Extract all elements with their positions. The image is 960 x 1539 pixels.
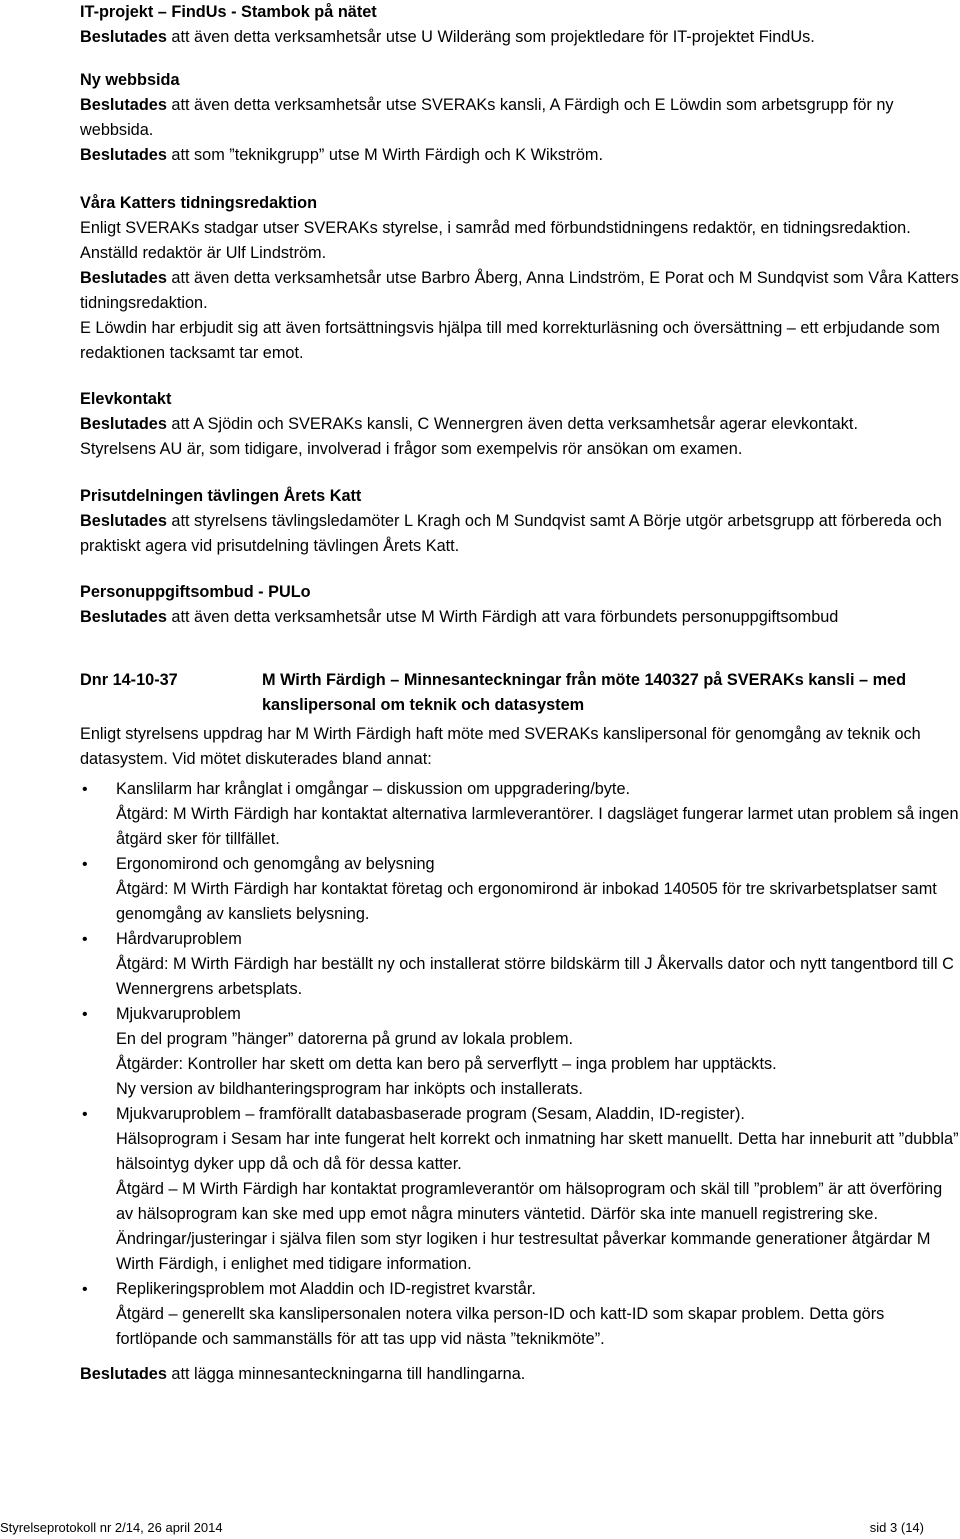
- decision-paragraph: Beslutades att även detta verksamhetsår utse U Wilderäng som projektledare för IT-projektet FindUs.: [80, 28, 815, 46]
- list-item-title: Kanslilarm har krånglat i omgångar – diskussion om uppgradering/byte.: [116, 780, 631, 798]
- bullet-icon: •: [82, 1281, 88, 1298]
- final-decision: Beslutades att lägga minnesanteckningarna till handlingarna.: [80, 1365, 526, 1383]
- list-item-text: Ny version av bildhanteringsprogram har inköpts och installerats.: [116, 1080, 583, 1098]
- bullet-icon: •: [82, 781, 88, 798]
- list-item: [80, 852, 960, 927]
- decision-paragraph: Beslutades att även detta verksamhetsår utse Barbro Åberg, Anna Lindström, E Porat och M Sundqvist som Våra Katters tidningsredaktion.: [80, 269, 959, 312]
- section-title: IT-projekt – FindUs - Stambok på nätet: [80, 3, 377, 21]
- decision-paragraph: Beslutades att även detta verksamhetsår utse SVERAKs kansli, A Färdigh och E Löwdin som arbetsgrupp för ny webbsida.: [80, 96, 894, 139]
- bullet-icon: •: [82, 1106, 88, 1123]
- list-item: [80, 1277, 960, 1352]
- list-item-text: Åtgärd – M Wirth Färdigh har kontaktat programleverantör om hälsoprogram och skäl till ”problem” är att överföring av hälsoprogram kan ske med upp emot några minuters väntetid. Därför ska inte manuell registrering ske. Ändringar/justeringar i själva filen som styr logiken i hur testresultat påverkar kommande generationer åtgärdar M Wirth Färdigh, i enlighet med tidigare information.: [116, 1180, 943, 1273]
- list-item-text: En del program ”hänger” datorerna på grund av lokala problem.: [116, 1030, 574, 1048]
- list-item-title: Replikeringsproblem mot Aladdin och ID-registret kvarstår.: [116, 1280, 536, 1298]
- list-item-text: Åtgärd: M Wirth Färdigh har kontaktat företag och ergonomirond är inbokad 140505 för tre skrivarbetsplatser samt genomgång av kansliets belysning.: [116, 880, 937, 923]
- list-item-title: Hårdvaruproblem: [116, 930, 242, 948]
- bullet-icon: •: [82, 931, 88, 948]
- list-item: [80, 1002, 960, 1102]
- list-item-text: Hälsoprogram i Sesam har inte fungerat helt korrekt och inmatning har skett manuellt. Detta har inneburit att ”dubbla” hälsointyg dyker upp då och då för dessa katter.: [116, 1130, 959, 1173]
- list-item-text: Åtgärd: M Wirth Färdigh har beställt ny och installerat större bildskärm till J Åkervalls dator och nytt tangentbord till C Wennergrens arbetsplats.: [116, 955, 954, 998]
- footer-page-number: sid 3 (14): [869, 1520, 924, 1535]
- dnr-heading: M Wirth Färdigh – Minnesanteckningar från möte 140327 på SVERAKs kansli – med kanslipersonal om teknik och datasystem: [262, 671, 907, 714]
- bullet-icon: •: [82, 856, 88, 873]
- decision-paragraph: Beslutades att som ”teknikgrupp” utse M Wirth Färdigh och K Wikström.: [80, 146, 603, 164]
- body-paragraph: E Löwdin har erbjudit sig att även fortsättningsvis hjälpa till med korrekturläsning och översättning – ett erbjudande som redaktionen tacksamt tar emot.: [80, 319, 940, 362]
- list-item-title: Mjukvaruproblem – framförallt databasbaserade program (Sesam, Aladdin, ID-register).: [116, 1105, 745, 1123]
- list-item: [80, 1102, 960, 1277]
- dnr-intro: Enligt styrelsens uppdrag har M Wirth Färdigh haft möte med SVERAKs kanslipersonal för genomgång av teknik och datasystem. Vid mötet diskuterades bland annat:: [80, 725, 921, 768]
- body-paragraph: Styrelsens AU är, som tidigare, involverad i frågor som exempelvis rör ansökan om examen.: [80, 440, 743, 458]
- footer-left: Styrelseprotokoll nr 2/14, 26 april 2014: [0, 1520, 223, 1535]
- decision-paragraph: Beslutades att A Sjödin och SVERAKs kansli, C Wennergren även detta verksamhetsår agerar elevkontakt.: [80, 415, 858, 433]
- section-title: Prisutdelningen tävlingen Årets Katt: [80, 487, 362, 505]
- list-item-text: Åtgärd: M Wirth Färdigh har kontaktat alternativa larmleverantörer. I dagsläget fungerar larmet utan problem så ingen åtgärd sker för tillfället.: [116, 805, 959, 848]
- section-title: Elevkontakt: [80, 390, 172, 408]
- decision-paragraph: Beslutades att även detta verksamhetsår utse M Wirth Färdigh att vara förbundets personuppgiftsombud: [80, 608, 839, 626]
- body-paragraph: Enligt SVERAKs stadgar utser SVERAKs styrelse, i samråd med förbundstidningens redaktör, en tidningsredaktion. Anställd redaktör är Ulf Lindström.: [80, 219, 911, 262]
- section-title: Våra Katters tidningsredaktion: [80, 194, 318, 212]
- dnr-number: Dnr 14-10-37: [80, 671, 178, 689]
- list-item-title: Mjukvaruproblem: [116, 1005, 241, 1023]
- bullet-list: [80, 777, 960, 1352]
- section-title: Personuppgiftsombud - PULo: [80, 583, 311, 601]
- list-item-text: Åtgärd – generellt ska kanslipersonalen notera vilka person-ID och katt-ID som skapar problem. Detta görs fortlöpande och sammanställs för att tas upp vid nästa ”teknikmöte”.: [116, 1305, 885, 1348]
- list-item-title: Ergonomirond och genomgång av belysning: [116, 855, 435, 873]
- decision-paragraph: Beslutades att styrelsens tävlingsledamöter L Kragh och M Sundqvist samt A Börje utgör arbetsgrupp att förbereda och praktiskt agera vid prisutdelning tävlingen Årets Katt.: [80, 512, 942, 555]
- bullet-icon: •: [82, 1006, 88, 1023]
- list-item: [80, 927, 960, 1002]
- list-item-text: Åtgärder: Kontroller har skett om detta kan bero på serverflytt – inga problem har upptäckts.: [116, 1055, 777, 1073]
- list-item: [80, 777, 960, 852]
- section-title: Ny webbsida: [80, 71, 180, 89]
